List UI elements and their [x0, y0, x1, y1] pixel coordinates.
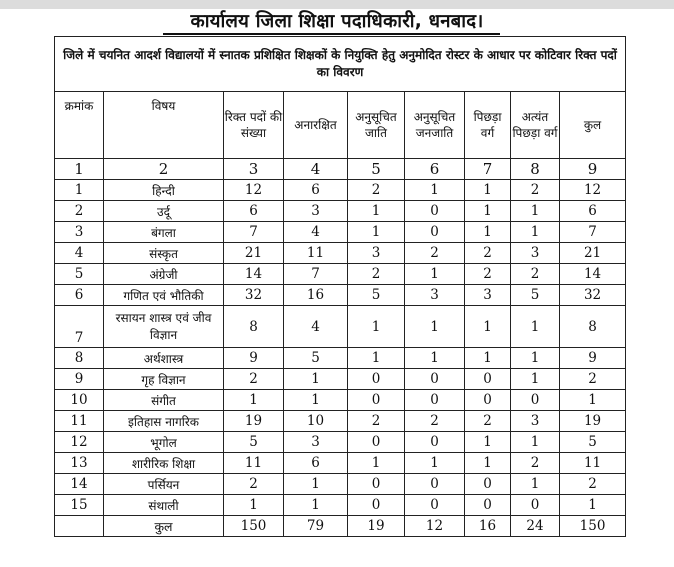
cell-scheduled-tribe: 1: [405, 306, 465, 348]
cell-serial-no: 11: [55, 411, 104, 432]
cell-vacant-posts: 1: [224, 390, 284, 411]
cell-backward-class: 1: [465, 306, 511, 348]
column-number: 3: [224, 159, 284, 180]
cell-backward-class: 1: [465, 180, 511, 201]
cell-scheduled-tribe: 0: [405, 495, 465, 516]
cell-subject: बंगला: [104, 222, 224, 243]
header-scheduled-caste: अनुसूचित जाति: [348, 92, 405, 159]
cell-serial-no: 5: [55, 264, 104, 285]
cell-serial-no: 8: [55, 348, 104, 369]
cell-backward-class: 1: [465, 222, 511, 243]
cell-subject: गृह विज्ञान: [104, 369, 224, 390]
cell-serial-no: 14: [55, 474, 104, 495]
cell-vacant-posts: 1: [224, 495, 284, 516]
cell-unreserved: 5: [284, 348, 348, 369]
cell-unreserved: 1: [284, 495, 348, 516]
cell-extremely-backward-class: 5: [511, 285, 560, 306]
total-scheduled-caste: 19: [348, 516, 405, 537]
cell-subject: संगीत: [104, 390, 224, 411]
table-row: [55, 369, 626, 390]
cell-serial-no: 13: [55, 453, 104, 474]
cell-scheduled-caste: 0: [348, 474, 405, 495]
cell-scheduled-caste: 2: [348, 411, 405, 432]
total-label: कुल: [104, 516, 224, 537]
header-backward-class: पिछड़ा वर्ग: [465, 92, 511, 159]
total-backward-class: 16: [465, 516, 511, 537]
cell-unreserved: 10: [284, 411, 348, 432]
column-number: 4: [284, 159, 348, 180]
cell-vacant-posts: 14: [224, 264, 284, 285]
cell-total: 1: [560, 390, 626, 411]
cell-subject: हिन्दी: [104, 180, 224, 201]
cell-extremely-backward-class: 1: [511, 348, 560, 369]
cell-total: 7: [560, 222, 626, 243]
cell-serial-no: 1: [55, 180, 104, 201]
table-caption-row: [55, 37, 626, 92]
total-vacant-posts: 150: [224, 516, 284, 537]
table-row: [55, 474, 626, 495]
cell-backward-class: 2: [465, 411, 511, 432]
vacancy-roster-table: [54, 36, 626, 537]
cell-extremely-backward-class: 2: [511, 264, 560, 285]
total-serial-blank: [55, 516, 104, 537]
header-total: कुल: [560, 92, 626, 159]
cell-scheduled-tribe: 0: [405, 369, 465, 390]
table-row: [55, 306, 626, 348]
cell-extremely-backward-class: 1: [511, 201, 560, 222]
total-scheduled-tribe: 12: [405, 516, 465, 537]
cell-total: 21: [560, 243, 626, 264]
cell-backward-class: 1: [465, 201, 511, 222]
cell-unreserved: 1: [284, 474, 348, 495]
column-number: 9: [560, 159, 626, 180]
cell-scheduled-caste: 0: [348, 369, 405, 390]
cell-scheduled-caste: 2: [348, 264, 405, 285]
cell-extremely-backward-class: 1: [511, 222, 560, 243]
cell-backward-class: 0: [465, 369, 511, 390]
cell-unreserved: 4: [284, 222, 348, 243]
cell-backward-class: 2: [465, 243, 511, 264]
cell-vacant-posts: 11: [224, 453, 284, 474]
cell-vacant-posts: 19: [224, 411, 284, 432]
cell-serial-no: 4: [55, 243, 104, 264]
cell-backward-class: 3: [465, 285, 511, 306]
cell-unreserved: 1: [284, 369, 348, 390]
cell-unreserved: 7: [284, 264, 348, 285]
total-extremely-backward-class: 24: [511, 516, 560, 537]
column-number: 8: [511, 159, 560, 180]
cell-vacant-posts: 2: [224, 474, 284, 495]
table-row: [55, 348, 626, 369]
cell-scheduled-caste: 0: [348, 390, 405, 411]
cell-unreserved: 6: [284, 453, 348, 474]
cell-scheduled-tribe: 1: [405, 348, 465, 369]
cell-scheduled-caste: 0: [348, 495, 405, 516]
cell-vacant-posts: 2: [224, 369, 284, 390]
header-serial-no: क्रमांक: [55, 92, 104, 159]
cell-serial-no: 2: [55, 201, 104, 222]
cell-subject: भूगोल: [104, 432, 224, 453]
table-row: [55, 264, 626, 285]
cell-total: 8: [560, 306, 626, 348]
cell-subject: अंग्रेजी: [104, 264, 224, 285]
page-title: कार्यालय जिला शिक्षा पदाधिकारी, धनबाद।: [190, 11, 484, 32]
cell-serial-no: 15: [55, 495, 104, 516]
cell-backward-class: 0: [465, 495, 511, 516]
total-unreserved: 79: [284, 516, 348, 537]
cell-subject: अर्थशास्त्र: [104, 348, 224, 369]
cell-total: 2: [560, 369, 626, 390]
table-row: [55, 411, 626, 432]
cell-scheduled-tribe: 1: [405, 180, 465, 201]
cell-scheduled-tribe: 1: [405, 453, 465, 474]
cell-scheduled-caste: 5: [348, 285, 405, 306]
table-row: [55, 285, 626, 306]
cell-vacant-posts: 7: [224, 222, 284, 243]
cell-total: 9: [560, 348, 626, 369]
cell-total: 11: [560, 453, 626, 474]
cell-scheduled-caste: 1: [348, 201, 405, 222]
cell-vacant-posts: 5: [224, 432, 284, 453]
total-grand: 150: [560, 516, 626, 537]
cell-backward-class: 0: [465, 474, 511, 495]
cell-vacant-posts: 32: [224, 285, 284, 306]
cell-scheduled-caste: 0: [348, 432, 405, 453]
table-caption: जिले में चयनित आदर्श विद्यालयों में स्नातक प्रशिक्षित शिक्षकों के नियुक्ति हेतु अनुमोदित रोस्टर के आधार पर कोटिवार रिक्त पदों का विवरण: [55, 37, 626, 92]
cell-scheduled-caste: 1: [348, 453, 405, 474]
cell-subject: संथाली: [104, 495, 224, 516]
header-subject: विषय: [104, 92, 224, 159]
table-row: [55, 243, 626, 264]
header-vacant-posts: रिक्त पदों की संख्या: [224, 92, 284, 159]
title-underline: [163, 33, 500, 35]
column-number-row: [55, 159, 626, 180]
cell-scheduled-tribe: 2: [405, 243, 465, 264]
cell-extremely-backward-class: 2: [511, 453, 560, 474]
table-row: [55, 201, 626, 222]
cell-total: 19: [560, 411, 626, 432]
cell-unreserved: 1: [284, 390, 348, 411]
cell-vacant-posts: 6: [224, 201, 284, 222]
column-header-row: [55, 92, 626, 159]
cell-backward-class: 2: [465, 264, 511, 285]
cell-subject: पर्सियन: [104, 474, 224, 495]
cell-unreserved: 3: [284, 432, 348, 453]
cell-extremely-backward-class: 1: [511, 474, 560, 495]
column-number: 7: [465, 159, 511, 180]
cell-extremely-backward-class: 0: [511, 390, 560, 411]
cell-total: 6: [560, 201, 626, 222]
table-row: [55, 180, 626, 201]
cell-extremely-backward-class: 1: [511, 369, 560, 390]
cell-scheduled-tribe: 1: [405, 264, 465, 285]
cell-subject: शारीरिक शिक्षा: [104, 453, 224, 474]
table-row: [55, 222, 626, 243]
cell-subject: इतिहास नागरिक: [104, 411, 224, 432]
cell-scheduled-tribe: 3: [405, 285, 465, 306]
cell-total: 12: [560, 180, 626, 201]
header-extremely-backward-class: अत्यंत पिछड़ा वर्ग: [511, 92, 560, 159]
column-number: 2: [104, 159, 224, 180]
header-scheduled-tribe: अनुसूचित जनजाति: [405, 92, 465, 159]
cell-vacant-posts: 12: [224, 180, 284, 201]
cell-extremely-backward-class: 2: [511, 180, 560, 201]
cell-scheduled-caste: 2: [348, 180, 405, 201]
table-row: [55, 495, 626, 516]
table-row: [55, 390, 626, 411]
column-number: 6: [405, 159, 465, 180]
cell-unreserved: 11: [284, 243, 348, 264]
cell-total: 2: [560, 474, 626, 495]
cell-total: 14: [560, 264, 626, 285]
cell-scheduled-caste: 1: [348, 306, 405, 348]
cell-extremely-backward-class: 0: [511, 495, 560, 516]
cell-extremely-backward-class: 3: [511, 243, 560, 264]
cell-backward-class: 0: [465, 390, 511, 411]
table-row: [55, 432, 626, 453]
cell-scheduled-caste: 1: [348, 348, 405, 369]
cell-unreserved: 6: [284, 180, 348, 201]
cell-total: 32: [560, 285, 626, 306]
cell-scheduled-tribe: 0: [405, 222, 465, 243]
cell-extremely-backward-class: 1: [511, 306, 560, 348]
cell-scheduled-tribe: 0: [405, 390, 465, 411]
total-row: [55, 516, 626, 537]
cell-unreserved: 3: [284, 201, 348, 222]
cell-scheduled-tribe: 0: [405, 474, 465, 495]
cell-scheduled-tribe: 0: [405, 432, 465, 453]
cell-scheduled-tribe: 2: [405, 411, 465, 432]
cell-subject: उर्दू: [104, 201, 224, 222]
cell-vacant-posts: 9: [224, 348, 284, 369]
cell-serial-no: 6: [55, 285, 104, 306]
header-unreserved: अनारक्षित: [284, 92, 348, 159]
cell-serial-no: 12: [55, 432, 104, 453]
cell-subject: संस्कृत: [104, 243, 224, 264]
cell-backward-class: 1: [465, 453, 511, 474]
cell-total: 1: [560, 495, 626, 516]
cell-unreserved: 16: [284, 285, 348, 306]
cell-extremely-backward-class: 1: [511, 432, 560, 453]
cell-backward-class: 1: [465, 432, 511, 453]
cell-serial-no: 9: [55, 369, 104, 390]
column-number: 5: [348, 159, 405, 180]
column-number: 1: [55, 159, 104, 180]
cell-serial-no: 7: [55, 306, 104, 348]
cell-subject: गणित एवं भौतिकी: [104, 285, 224, 306]
cell-extremely-backward-class: 3: [511, 411, 560, 432]
table-row: [55, 453, 626, 474]
cell-backward-class: 1: [465, 348, 511, 369]
cell-serial-no: 10: [55, 390, 104, 411]
cell-vacant-posts: 8: [224, 306, 284, 348]
cell-scheduled-caste: 3: [348, 243, 405, 264]
cell-scheduled-caste: 1: [348, 222, 405, 243]
cell-total: 5: [560, 432, 626, 453]
cell-serial-no: 3: [55, 222, 104, 243]
cell-unreserved: 4: [284, 306, 348, 348]
cell-vacant-posts: 21: [224, 243, 284, 264]
cell-scheduled-tribe: 0: [405, 201, 465, 222]
cell-subject: रसायन शास्त्र एवं जीव विज्ञान: [104, 306, 224, 348]
